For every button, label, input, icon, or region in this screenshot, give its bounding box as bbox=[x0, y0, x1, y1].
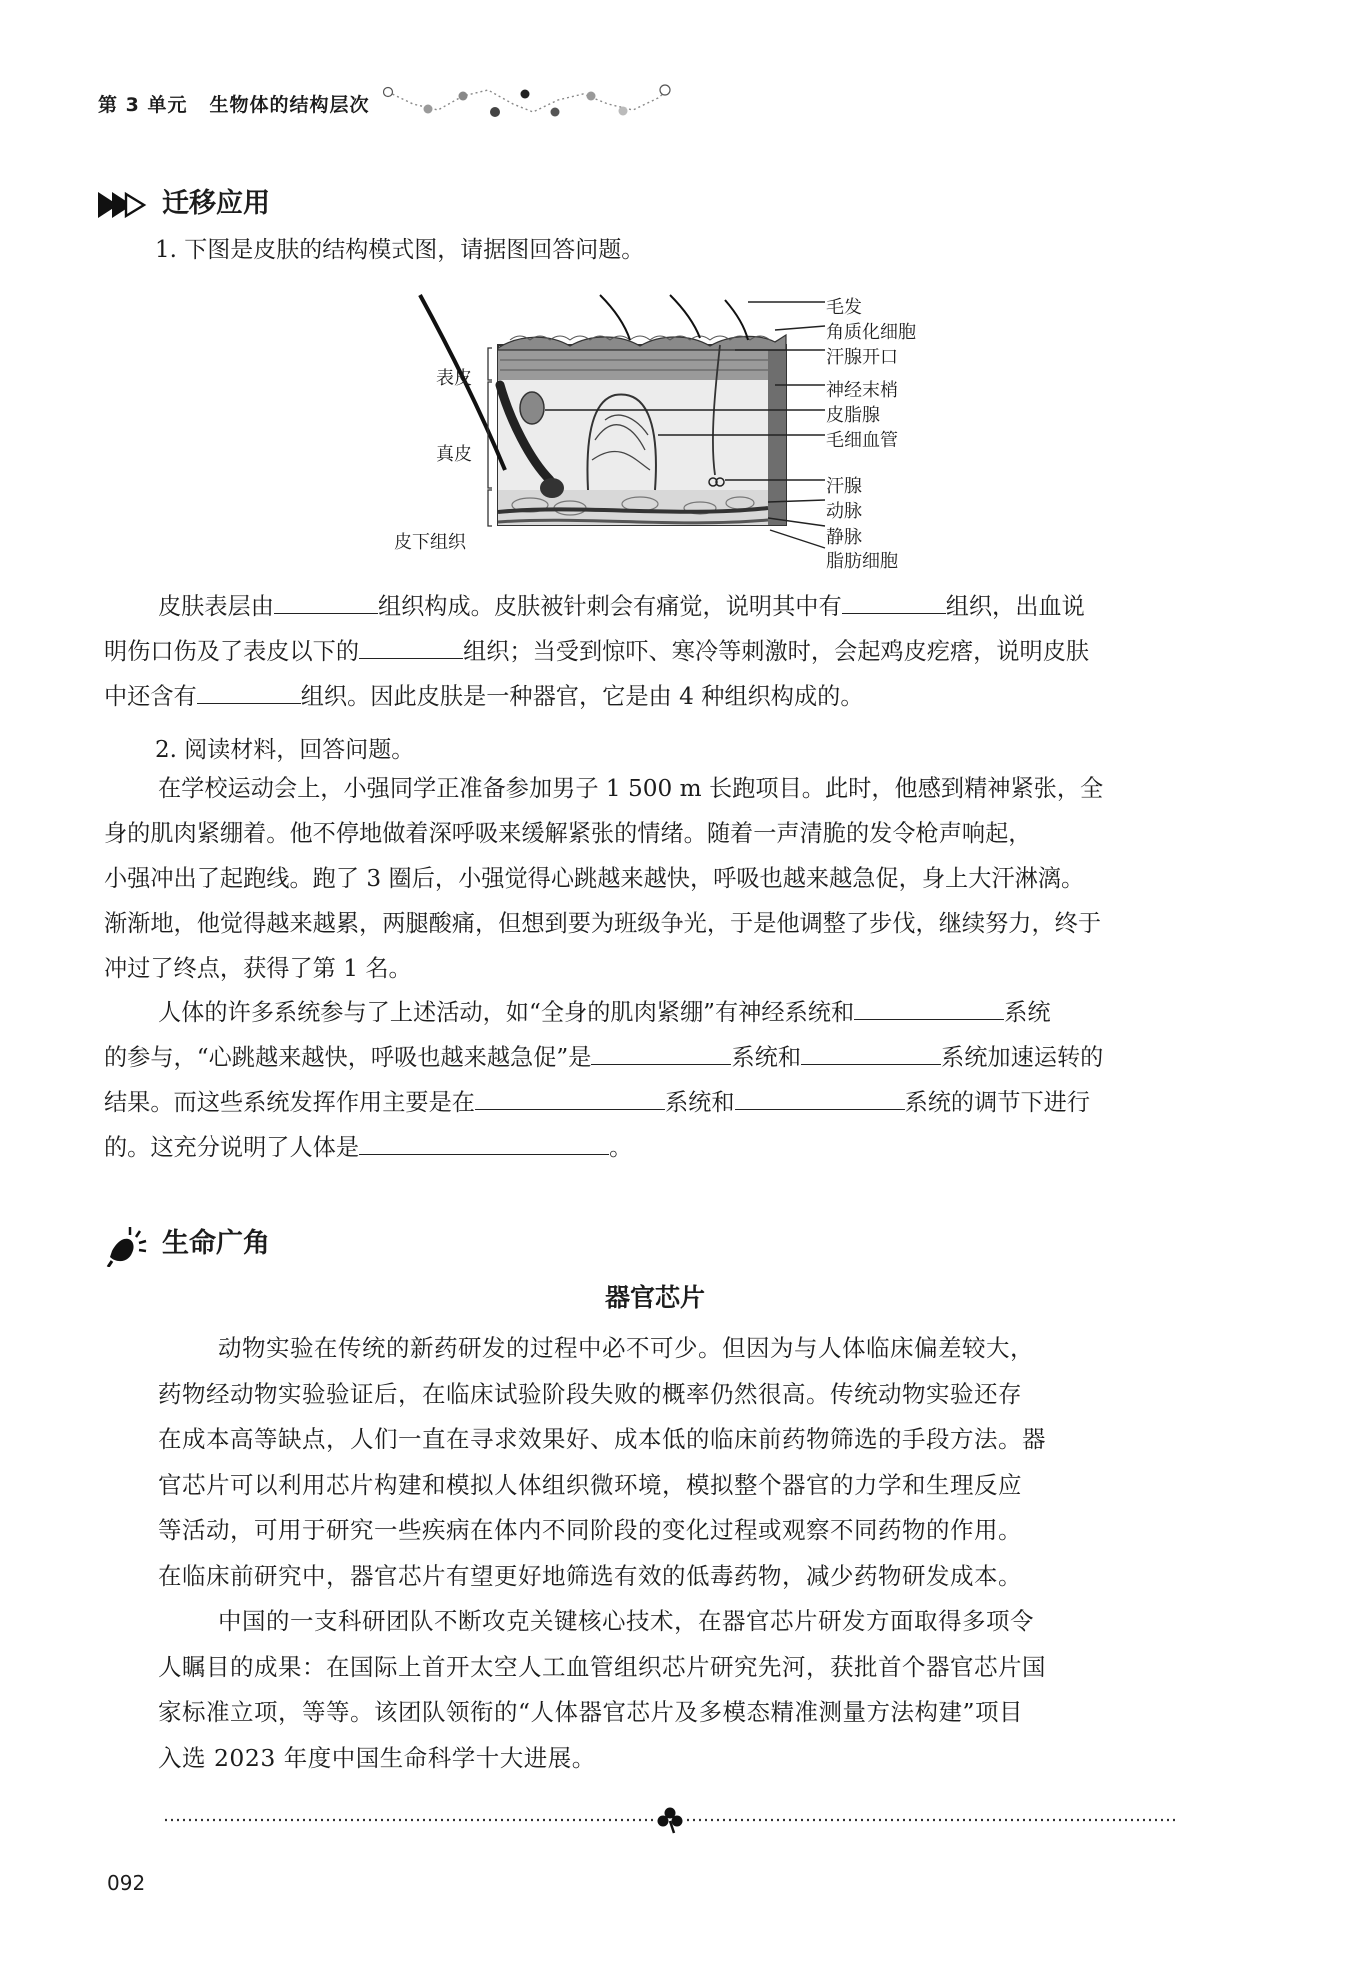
answer-blank[interactable] bbox=[591, 1043, 731, 1065]
material-line: 身的肌肉紧绷着。他不停地做着深呼吸来缓解紧张的情绪。随着一声清脆的发令枪声响起， bbox=[104, 820, 1032, 847]
material-line: 渐渐地，他觉得越来越累，两腿酸痛，但想到要为班级争光，于是他调整了步伐，继续努力，终于 bbox=[104, 910, 1102, 937]
article-line: 等活动，可用于研究一些疾病在体内不同阶段的变化过程或观察不同药物的作用。 bbox=[158, 1516, 1022, 1544]
unit-title: 生物体的结构层次 bbox=[209, 94, 370, 116]
article-line: 药物经动物实验验证后，在临床试验阶段失败的概率仍然很高。传统动物实验还存 bbox=[158, 1379, 1022, 1408]
label-dermis: 真皮 bbox=[436, 444, 472, 465]
article-line: 官芯片可以利用芯片构建和模拟人体组织微环境，模拟整个器官的力学和生理反应 bbox=[158, 1470, 1022, 1499]
article-line: 人瞩目的成果：在国际上首开太空人工血管组织芯片研究先河，获批首个器官芯片国 bbox=[158, 1652, 1046, 1681]
answer-blank[interactable] bbox=[854, 998, 1004, 1020]
question-1-paragraph: 皮肤表层由 组织构成。皮肤被针刺会有痛觉，说明其中有 组织，出血说 明伤口伤及了表皮以下的 组织；当受到惊吓、寒冷等刺激时，会起鸡皮疙瘩，说明皮肤 中还含有 组织。因此皮肤是一种器官，它是由 4 种组织构成的。 bbox=[104, 593, 1090, 710]
question-1-prompt: 1. 下图是皮肤的结构模式图，请据图回答问题。 bbox=[155, 237, 645, 263]
label-keratinocyte: 角质化细胞 bbox=[826, 322, 916, 343]
unit-label: 第 3 单元 bbox=[98, 94, 188, 116]
label-nerve-ending: 神经末梢 bbox=[826, 380, 898, 401]
label-sweat-pore: 汗腺开口 bbox=[826, 347, 898, 368]
label-epidermis: 表皮 bbox=[436, 368, 472, 389]
material-line: 小强冲出了起跑线。跑了 3 圈后，小强觉得心跳越来越快，呼吸也越来越急促，身上大汗淋漓。 bbox=[104, 865, 1085, 892]
label-artery: 动脉 bbox=[826, 501, 862, 522]
answer-blank[interactable] bbox=[197, 682, 301, 704]
question-2-prompt: 2. 阅读材料，回答问题。 bbox=[155, 737, 415, 763]
answer-blank[interactable] bbox=[842, 592, 946, 614]
article-line: 动物实验在传统的新药研发的过程中必不可少。但因为与人体临床偏差较大， bbox=[218, 1334, 1034, 1362]
label-capillary: 毛细血管 bbox=[826, 430, 898, 451]
label-sebaceous-gland: 皮脂腺 bbox=[826, 405, 880, 426]
article-line: 在成本高等缺点，人们一直在寻求效果好、成本低的临床前药物筛选的手段方法。器 bbox=[158, 1425, 1046, 1453]
dot-chain-decoration-icon bbox=[383, 82, 673, 118]
answer-blank[interactable] bbox=[801, 1043, 941, 1065]
article-line: 家标准立项，等等。该团队领衔的“人体器官芯片及多模态精准测量方法构建”项目 bbox=[158, 1698, 1024, 1726]
question-2-fill-in: 人体的许多系统参与了上述活动，如“全身的肌肉紧绷”有神经系统和 系统 的参与，“心跳越来越快，呼吸也越来越急促”是 系统和 系统加速运转的 结果。而这些系统发挥作用主要是在 系统和 系统的调节下进行 的。这充分说明了人体是 。 bbox=[104, 999, 1104, 1161]
article-body bbox=[158, 1326, 1198, 1781]
question-2-material bbox=[104, 766, 1244, 991]
section-heading-life-corner bbox=[106, 1221, 270, 1267]
running-header bbox=[98, 90, 369, 117]
article-line: 中国的一支科研团队不断攻克关键核心技术，在器官芯片研发方面取得多项令 bbox=[218, 1607, 1034, 1635]
answer-blank[interactable] bbox=[359, 637, 463, 659]
label-vein: 静脉 bbox=[826, 527, 862, 548]
section-heading-text: 生命广角 bbox=[162, 1228, 270, 1259]
page-number: 092 bbox=[107, 1871, 146, 1895]
article-title: 器官芯片 bbox=[605, 1283, 706, 1312]
section-heading-transfer bbox=[96, 181, 270, 221]
label-hair: 毛发 bbox=[826, 297, 862, 318]
answer-blank[interactable] bbox=[274, 592, 378, 614]
label-sweat-gland: 汗腺 bbox=[826, 476, 862, 497]
article-line: 入选 2023 年度中国生命科学十大进展。 bbox=[158, 1743, 596, 1772]
answer-blank[interactable] bbox=[735, 1088, 905, 1110]
clover-icon bbox=[658, 1808, 683, 1834]
answer-blank[interactable] bbox=[359, 1133, 609, 1155]
double-arrow-icon bbox=[96, 189, 154, 221]
material-line: 在学校运动会上，小强同学正准备参加男子 1 500 m 长跑项目。此时，他感到精神紧张，全 bbox=[158, 775, 1104, 802]
label-fat-cell: 脂肪细胞 bbox=[826, 551, 898, 572]
footer-dotted-rule bbox=[165, 1805, 1175, 1835]
section-heading-text: 迁移应用 bbox=[162, 188, 270, 219]
answer-blank[interactable] bbox=[475, 1088, 665, 1110]
article-line: 在临床前研究中，器官芯片有望更好地筛选有效的低毒药物，减少药物研发成本。 bbox=[158, 1561, 1022, 1590]
sparkle-hand-icon bbox=[106, 1223, 154, 1267]
label-subcutaneous: 皮下组织 bbox=[394, 532, 466, 553]
material-line: 冲过了终点，获得了第 1 名。 bbox=[104, 955, 412, 982]
